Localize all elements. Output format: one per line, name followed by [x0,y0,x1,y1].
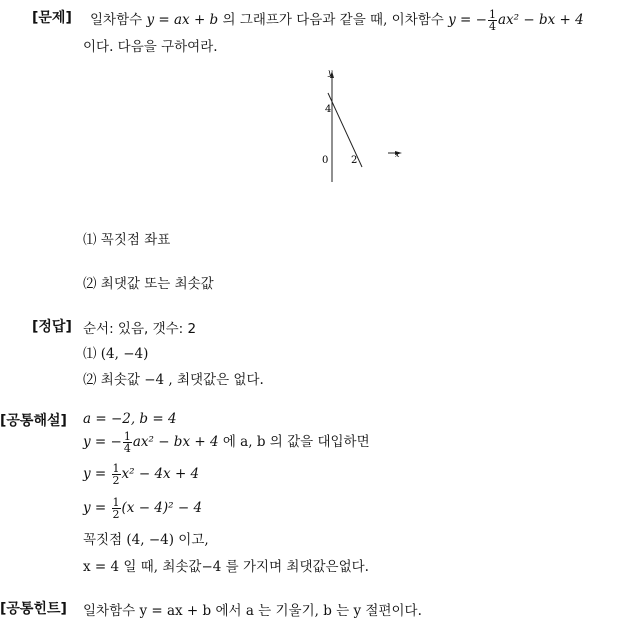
fraction-denominator: 2 [112,474,120,487]
y-axis-label: y [328,68,333,77]
question-2: ⑵ 최댓값 또는 최솟값 [83,276,214,292]
fraction-numerator: 1 [488,8,496,21]
expl2-rest: ax² − bx + 4 [132,434,219,450]
explanation-line-2 [83,430,370,454]
problem-mid: 의 그래프가 다음과 같을 때, 이차함수 [218,12,449,28]
hint-label: [공통힌트] [0,601,67,617]
expl4-rest: (x − 4)² − 4 [121,500,203,516]
problem-label: [문제] [32,10,72,26]
expl3-lhs: y = [83,466,111,482]
quadratic-rest: ax² − bx + 4 [497,12,584,28]
fraction-denominator: 4 [123,442,131,455]
answer-label: [정답] [32,319,72,335]
problem-statement [90,8,584,32]
explanation-line-3 [83,463,199,486]
answer-1: ⑴ (4, −4) [83,346,149,362]
fraction-denominator: 2 [112,508,120,521]
linear-equation: y = ax + b [146,12,219,28]
problem-line2: 이다. 다음을 구하여라. [83,39,218,55]
fraction-numerator: 1 [123,430,131,443]
explanation-line-6: x = 4 일 때, 최솟값−4 를 가지며 최댓값은없다. [83,559,369,575]
x-axis-label: x [395,150,400,159]
question-1: ⑴ 꼭짓점 좌표 [83,232,171,248]
expl4-fraction [112,497,121,520]
hint-text: 일차함수 y = ax + b 에서 a 는 기울기, b 는 y 절편이다. [83,603,422,619]
answer-meta: 순서: 있음, 갯수: 2 [83,321,197,337]
explanation-label: [공통해설] [0,413,67,429]
expl2-fraction [123,431,132,454]
expl4-lhs: y = [83,500,111,516]
fraction-numerator: 1 [112,496,120,509]
quadratic-fraction [488,9,497,32]
explanation-line-4 [83,497,202,520]
explanation-line-1: a = −2, b = 4 [83,411,177,427]
fraction-numerator: 1 [112,462,120,475]
y-intercept-label: 4 [325,104,332,115]
origin-label: 0 [322,155,329,166]
expl2-tail: 에 a, b 의 값을 대입하면 [218,434,370,450]
expl2-lhs: y = − [83,434,122,450]
expl3-rest: x² − 4x + 4 [121,466,200,482]
answer-2: ⑵ 최솟값 −4 , 최댓값은 없다. [83,372,264,388]
quadratic-lhs: y = − [448,12,487,28]
expl3-fraction [112,463,121,486]
linear-function-graph [315,65,410,183]
explanation-line-5: 꼭짓점 (4, −4) 이고, [83,532,209,548]
problem-prefix: 일차함수 [90,12,147,28]
x-intercept-label: 2 [351,155,358,166]
fraction-denominator: 4 [488,20,496,33]
